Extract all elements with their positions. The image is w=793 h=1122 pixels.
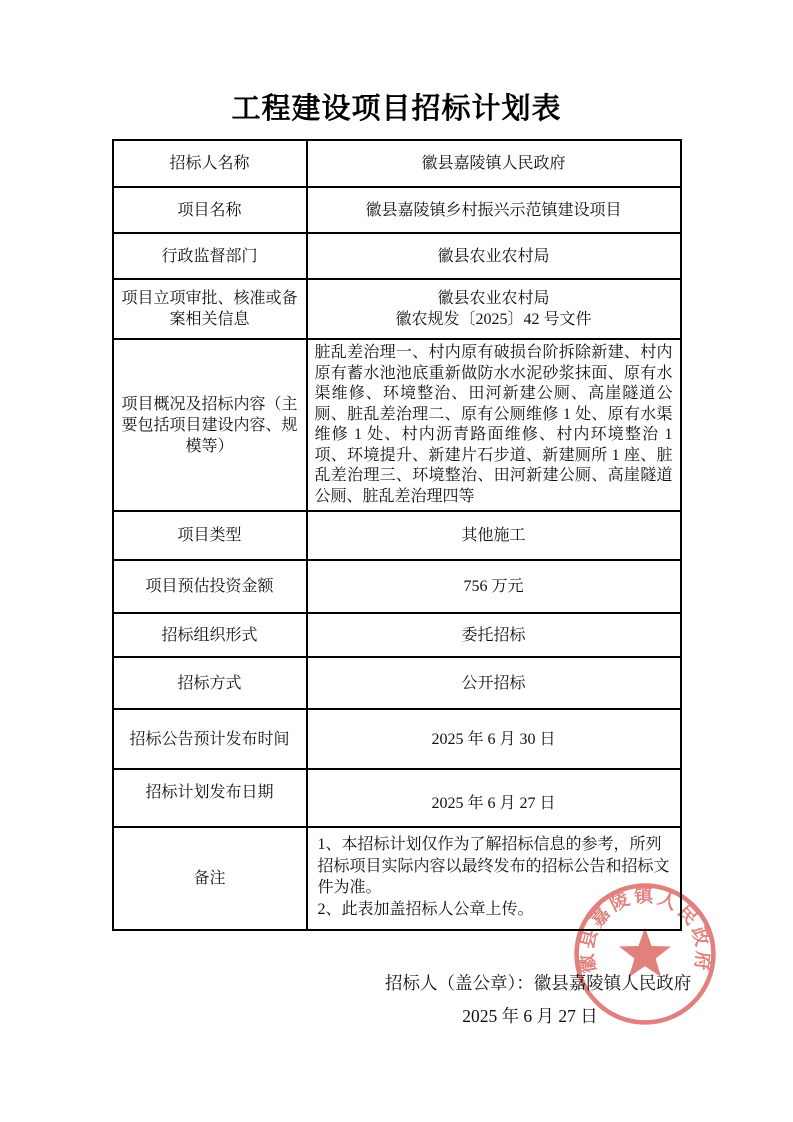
approval-info-line-2: 徽农规发〔2025〕42 号文件: [395, 311, 592, 328]
remarks-line-2: 2、此表加盖招标人公章上传。: [317, 900, 534, 918]
row-supervisory-department: [113, 233, 681, 279]
row-bidder-name-label: 招标人名称: [113, 140, 307, 187]
row-bidding-method-label: 招标方式: [113, 657, 307, 709]
seal-arc-textpath: 徽县嘉陵镇人民政府: [576, 885, 714, 975]
page-title: 工程建设项目招标计划表: [231, 93, 562, 125]
row-organization-form-value: 委托招标: [307, 613, 681, 657]
row-announcement-date-label: 招标公告预计发布时间: [113, 709, 307, 769]
row-estimated-investment-label: 项目预估投资金额: [113, 560, 307, 613]
signature-line: 招标人（盖公章）：徽县嘉陵镇人民政府: [385, 973, 692, 993]
footer-date: 2025 年 6 月 27 日: [462, 1006, 598, 1026]
row-project-type-label: 项目类型: [113, 511, 307, 560]
row-estimated-investment-value: 756 万元: [307, 560, 681, 613]
row-bidding-method: [113, 657, 681, 709]
row-project-name-value: 徽县嘉陵镇乡村振兴示范镇建设项目: [307, 187, 681, 233]
row-bidder-name-value: 徽县嘉陵镇人民政府: [307, 140, 681, 187]
row-remarks-label: 备注: [113, 827, 307, 930]
row-announcement-date: [113, 709, 681, 769]
row-organization-form-label: 招标组织形式: [113, 613, 307, 657]
row-project-name: [113, 187, 681, 233]
remarks-line-1: 1、本招标计划仅作为了解招标信息的参考，所列招标项目实际内容以最终发布的招标公告和招标文件为准。: [317, 836, 670, 896]
row-announcement-date-value: 2025 年 6 月 30 日: [307, 709, 681, 769]
row-supervisory-department-label: 行政监督部门: [113, 233, 307, 279]
star-icon: [619, 928, 671, 978]
row-supervisory-department-value: 徽县农业农村局: [307, 233, 681, 279]
row-project-type-value: 其他施工: [307, 511, 681, 560]
bidding-plan-table: [112, 139, 682, 931]
row-approval-info: [113, 279, 681, 339]
row-plan-publish-date-label: 招标计划发布日期: [113, 769, 307, 827]
row-organization-form: [113, 613, 681, 657]
row-project-overview-label: 项目概况及招标内容（主要包括项目建设内容、规模等）: [113, 339, 307, 511]
row-project-overview: [113, 339, 681, 511]
row-project-name-label: 项目名称: [113, 187, 307, 233]
row-estimated-investment: [113, 560, 681, 613]
approval-info-line-1: 徽县农业农村局: [437, 290, 550, 307]
row-approval-info-value: [307, 279, 681, 339]
row-project-overview-value: 脏乱差治理一、村内原有破损台阶拆除新建、村内原有蓄水池池底重新做防水水泥砂浆抹面、原有水渠维修、环境整治、田河新建公厕、高崖隧道公厕、脏乱差治理二、原有公厕维修 1 处、原有水渠维修 1 处、村内沥青路面维修、村内环境整治 1 项、环境提升、新建片石步道、新建厕所 1 座、脏乱差治理三、环境整治、田河新建公厕、高崖隧道公厕、脏乱差治理四等: [307, 339, 681, 511]
row-project-type: [113, 511, 681, 560]
row-approval-info-label: 项目立项审批、核准或备案相关信息: [113, 279, 307, 339]
official-seal: [572, 880, 718, 1028]
row-plan-publish-date-value: 2025 年 6 月 27 日: [307, 769, 681, 827]
row-plan-publish-date: [113, 769, 681, 827]
row-bidding-method-value: 公开招标: [307, 657, 681, 709]
row-bidder-name: [113, 140, 681, 187]
